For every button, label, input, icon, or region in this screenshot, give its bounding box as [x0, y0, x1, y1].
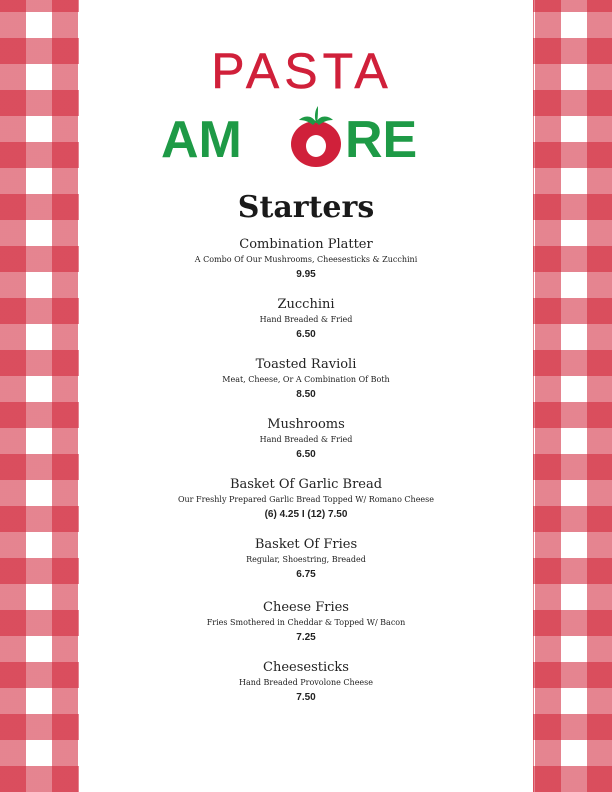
- menu-item: [79, 417, 533, 462]
- item-name: Mushrooms: [267, 417, 345, 432]
- pasta-amore-logo: [161, 43, 443, 176]
- logo-word-pasta: PASTA: [211, 43, 393, 99]
- item-price: 8.50: [296, 389, 316, 400]
- item-description: Meat, Cheese, Or A Combination Of Both: [222, 375, 390, 384]
- item-price: 6.50: [296, 329, 316, 340]
- menu-item: [79, 477, 533, 522]
- item-description: Regular, Shoestring, Breaded: [246, 555, 366, 564]
- menu-item: [79, 600, 533, 645]
- item-name: Cheese Fries: [263, 600, 349, 615]
- item-description: Our Freshly Prepared Garlic Bread Topped W/ Romano Cheese: [177, 495, 435, 504]
- logo-word-amore: [161, 112, 443, 168]
- item-name: Cheesesticks: [263, 660, 349, 675]
- item-price: 7.25: [296, 632, 316, 643]
- item-name: Combination Platter: [239, 237, 373, 252]
- item-price: 6.50: [296, 449, 316, 460]
- gingham-border-left: [0, 0, 79, 792]
- item-name: Basket Of Garlic Bread: [229, 477, 383, 492]
- menu-item: [79, 297, 533, 342]
- item-description: Hand Breaded & Fried: [259, 315, 353, 324]
- menu-page: [79, 0, 533, 792]
- logo-amore-right: RE: [345, 111, 418, 169]
- menu-item: [79, 660, 533, 705]
- logo-amore-left: AM: [161, 111, 242, 169]
- item-description: A Combo Of Our Mushrooms, Cheesesticks & Zucchini: [194, 255, 418, 264]
- gingham-border-right: [533, 0, 612, 792]
- item-description: Hand Breaded & Fried: [259, 435, 353, 444]
- item-price: 6.75: [296, 569, 316, 580]
- tomato-icon: [287, 100, 345, 170]
- item-price: 7.50: [296, 692, 316, 703]
- item-name: Toasted Ravioli: [255, 357, 357, 372]
- menu-item: [79, 357, 533, 402]
- item-price: 9.95: [296, 269, 316, 280]
- item-description: Fries Smothered in Cheddar & Topped W/ Bacon: [206, 618, 406, 627]
- item-name: Zucchini: [277, 297, 335, 312]
- menu-item: [79, 537, 533, 582]
- item-name: Basket Of Fries: [254, 537, 358, 552]
- menu-item: [79, 237, 533, 282]
- item-price: (6) 4.25 I (12) 7.50: [264, 509, 348, 520]
- item-description: Hand Breaded Provolone Cheese: [238, 678, 374, 687]
- section-title: Starters: [237, 190, 375, 225]
